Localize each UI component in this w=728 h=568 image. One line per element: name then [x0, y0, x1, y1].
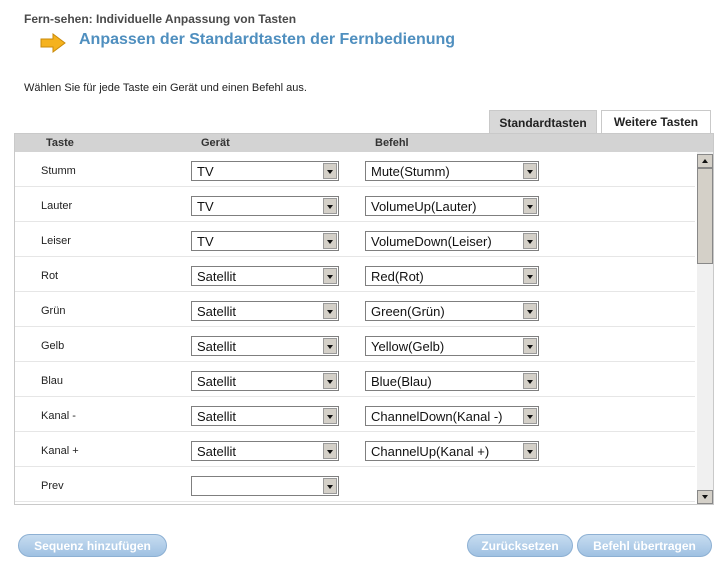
device-select[interactable]: [191, 476, 339, 496]
key-label: Stumm: [41, 165, 76, 177]
table-body: [15, 152, 695, 504]
chevron-down-icon[interactable]: [523, 303, 537, 319]
scroll-up-icon[interactable]: [697, 154, 713, 168]
table-row: [15, 152, 695, 187]
key-label: Kanal +: [41, 445, 79, 457]
tab-weitere-tasten[interactable]: Weitere Tasten: [601, 110, 711, 133]
key-label: Gelb: [41, 340, 65, 352]
device-select[interactable]: Satellit: [191, 406, 339, 426]
key-label: Rot: [41, 270, 59, 282]
table-row: [15, 222, 695, 257]
command-select[interactable]: ChannelDown(Kanal -): [365, 406, 539, 426]
table-row: [15, 362, 695, 397]
device-select[interactable]: TV: [191, 231, 339, 251]
chevron-down-icon[interactable]: [323, 408, 337, 424]
column-header-befehl: Befehl: [375, 137, 409, 149]
chevron-down-icon[interactable]: [523, 198, 537, 214]
command-select[interactable]: Blue(Blau): [365, 371, 539, 391]
column-header-taste: Taste: [46, 137, 74, 149]
chevron-down-icon[interactable]: [523, 233, 537, 249]
device-select[interactable]: Satellit: [191, 336, 339, 356]
chevron-down-icon[interactable]: [323, 373, 337, 389]
chevron-down-icon[interactable]: [523, 338, 537, 354]
table-header: [15, 134, 713, 152]
page-title: Anpassen der Standardtasten der Fernbedienung: [79, 31, 456, 48]
key-label: Lauter: [41, 200, 73, 212]
transmit-command-button[interactable]: Befehl übertragen: [577, 534, 712, 557]
chevron-down-icon[interactable]: [323, 233, 337, 249]
table-row: [15, 467, 695, 502]
chevron-down-icon[interactable]: [323, 303, 337, 319]
vertical-scrollbar[interactable]: [697, 152, 713, 504]
command-select[interactable]: ChannelUp(Kanal +): [365, 441, 539, 461]
device-select[interactable]: Satellit: [191, 266, 339, 286]
command-select[interactable]: VolumeDown(Leiser): [365, 231, 539, 251]
command-select[interactable]: Mute(Stumm): [365, 161, 539, 181]
column-header-geraet: Gerät: [201, 137, 230, 149]
command-select[interactable]: Yellow(Gelb): [365, 336, 539, 356]
scroll-down-icon[interactable]: [697, 490, 713, 504]
table-row: [15, 432, 695, 467]
command-select[interactable]: Green(Grün): [365, 301, 539, 321]
chevron-down-icon[interactable]: [323, 478, 337, 494]
device-select[interactable]: Satellit: [191, 441, 339, 461]
key-label: Blau: [41, 375, 64, 387]
instruction-text: Wählen Sie für jede Taste ein Gerät und einen Befehl aus.: [24, 82, 307, 94]
table-row: [15, 397, 695, 432]
device-select[interactable]: Satellit: [191, 371, 339, 391]
command-select[interactable]: VolumeUp(Lauter): [365, 196, 539, 216]
device-select[interactable]: TV: [191, 196, 339, 216]
chevron-down-icon[interactable]: [523, 373, 537, 389]
chevron-down-icon[interactable]: [523, 443, 537, 459]
chevron-down-icon[interactable]: [523, 268, 537, 284]
device-select[interactable]: TV: [191, 161, 339, 181]
key-label: Prev: [41, 480, 64, 492]
key-label: Kanal -: [41, 410, 76, 422]
chevron-down-icon[interactable]: [323, 268, 337, 284]
table-row: [15, 327, 695, 362]
scrollbar-thumb[interactable]: [697, 168, 713, 264]
table-row: [15, 257, 695, 292]
key-label: Leiser: [41, 235, 71, 247]
add-sequence-button[interactable]: Sequenz hinzufügen: [18, 534, 167, 557]
table-row: [15, 292, 695, 327]
chevron-down-icon[interactable]: [323, 198, 337, 214]
chevron-down-icon[interactable]: [523, 408, 537, 424]
key-label: Grün: [41, 305, 66, 317]
table-row: [15, 187, 695, 222]
breadcrumb: Fern-sehen: Individuelle Anpassung von Tasten: [24, 12, 297, 26]
tab-standardtasten[interactable]: Standardtasten: [489, 110, 597, 134]
device-select[interactable]: Satellit: [191, 301, 339, 321]
chevron-down-icon[interactable]: [523, 163, 537, 179]
chevron-down-icon[interactable]: [323, 163, 337, 179]
chevron-down-icon[interactable]: [323, 338, 337, 354]
command-select[interactable]: Red(Rot): [365, 266, 539, 286]
reset-button[interactable]: Zurücksetzen: [467, 534, 573, 557]
chevron-down-icon[interactable]: [323, 443, 337, 459]
arrow-right-icon: [40, 33, 66, 53]
key-mapping-panel: [14, 133, 714, 505]
